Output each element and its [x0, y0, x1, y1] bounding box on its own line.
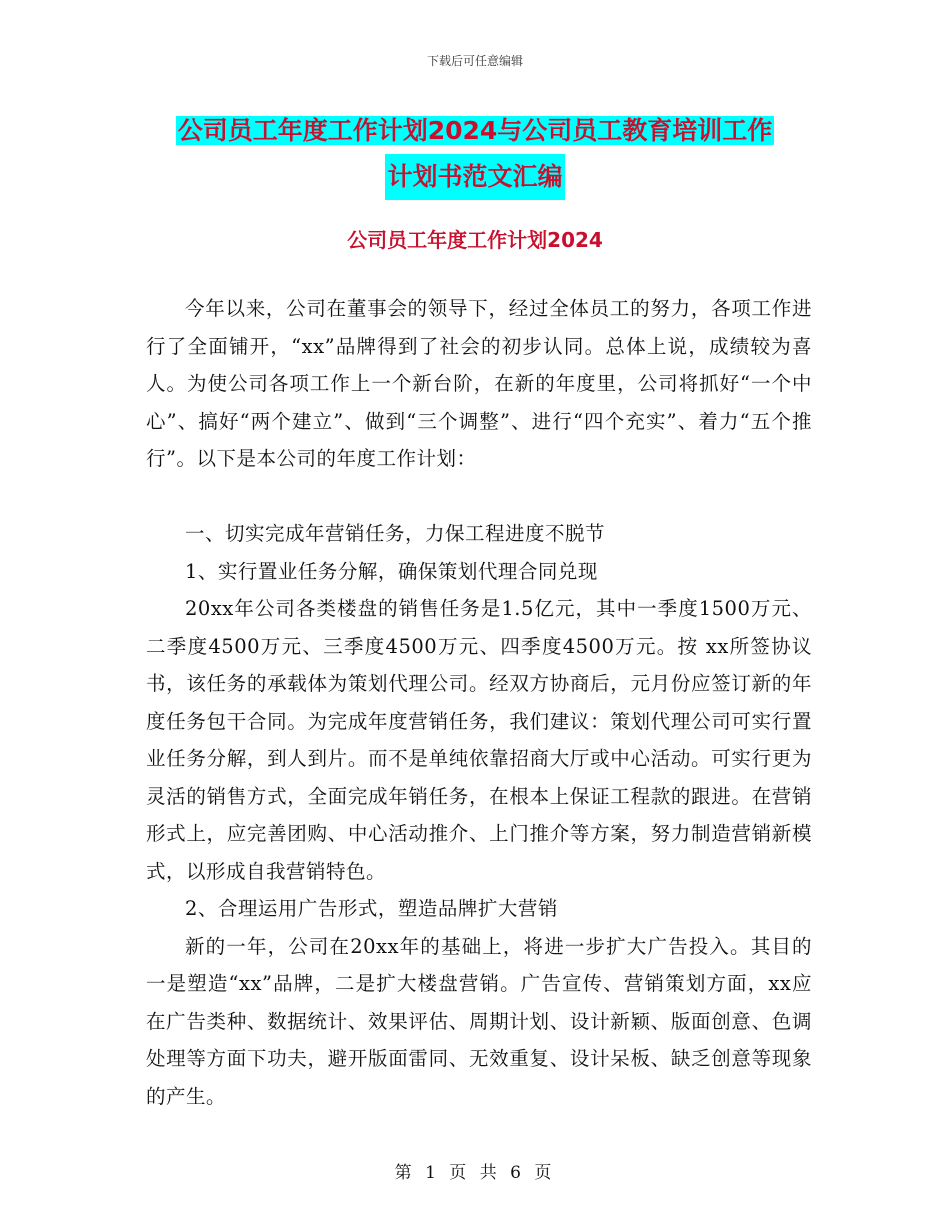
title-line-1: 公司员工年度工作计划2024与公司员工教育培训工作: [177, 116, 773, 145]
page-footer: 第 1 页 共 6 页: [394, 1163, 556, 1183]
subheading-1: 1、实行置业任务分解，确保策划代理合同兑现: [185, 559, 598, 583]
document-body: [146, 290, 812, 1115]
subheading-2: 2、合理运用广告形式，塑造品牌扩大营销: [185, 897, 558, 920]
heading-1: 一、切实完成年营销任务，力保工程进度不脱节: [185, 522, 606, 545]
intro-paragraph: 今年以来，公司在董事会的领导下，经过全体员工的努力，各项工作进行了全面铺开，“xx”品牌得到了社会的初步认同。总体上说，成绩较为喜人。为使公司各项工作上一个新台阶，在新的年度里，公司将抓好“一个中心”、搞好“两个建立”、做到“三个调整”、进行“四个充实”、着力“五个推行”。以下是本公司的年度工作计划：: [146, 297, 812, 470]
paragraph-gap: [146, 478, 812, 516]
section-title: 公司员工年度工作计划2024: [347, 228, 603, 252]
title-line-2: 计划书范文汇编: [385, 154, 564, 200]
document-title: [0, 108, 950, 200]
body-paragraph-2: 新的一年，公司在20xx年的基础上，将进一步扩大广告投入。其目的一是塑造“xx”品牌，二是扩大楼盘营销。广告宣传、营销策划方面，xx应在广告类种、数据统计、效果评估、周期计划、设计新颖、版面创意、色调处理等方面下功夫，避开版面雷同、无效重复、设计呆板、缺乏创意等现象的产生。: [146, 934, 812, 1108]
header-note: 下载后可任意编辑: [426, 54, 523, 68]
body-paragraph-1: 20xx年公司各类楼盘的销售任务是1.5亿元，其中一季度1500万元、二季度4500万元、三季度4500万元、四季度4500万元。按 xx所签协议书，该任务的承载体为策划代理公司。经双方协商后，元月份应签订新的年度任务包干合同。为完成年度营销任务，我们建议：策划代理公司可实行置业任务分解，到人到片。而不是单纯依靠招商大厅或中心活动。可实行更为灵活的销售方式，全面完成年销任务，在根本上保证工程款的跟进。在营销形式上，应完善团购、中心活动推介、上门推介等方案，努力制造营销新模式，以形成自我营销特色。: [146, 597, 812, 883]
